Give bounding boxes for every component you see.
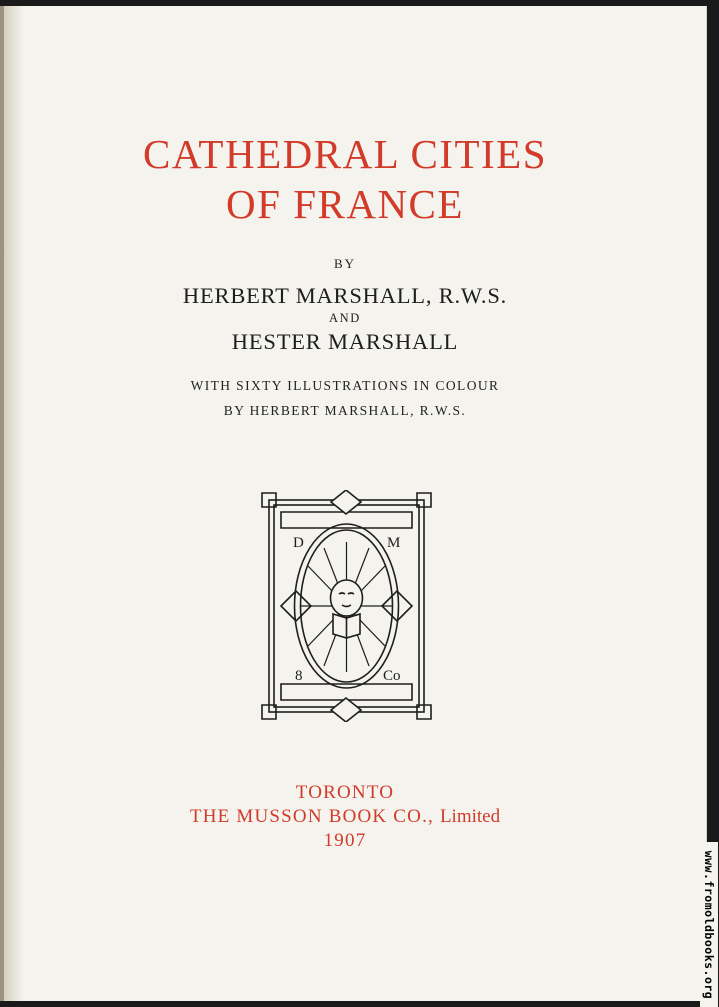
illustrations-line-2: BY HERBERT MARSHALL, R.W.S.	[223, 403, 467, 418]
illustrations-line-1: WITH SIXTY ILLUSTRATIONS IN COLOUR	[190, 378, 500, 393]
author-secondary: HESTER MARSHALL	[231, 329, 459, 354]
emblem-monogram-d: D	[293, 535, 304, 551]
byline: BY	[333, 256, 357, 271]
author-primary: HERBERT MARSHALL, R.W.S.	[182, 283, 508, 308]
title-line-1: CATHEDRAL CITIES	[143, 131, 547, 177]
title-line-2: OF FRANCE	[226, 181, 464, 227]
imprint-year: 1907	[323, 830, 367, 851]
publisher-emblem	[259, 490, 434, 722]
emblem-mark-co: Co	[383, 668, 401, 684]
imprint-publisher	[0, 806, 690, 828]
emblem-mark-8: 8	[295, 668, 303, 684]
title-page	[0, 6, 707, 1001]
site-watermark	[700, 842, 718, 1007]
watermark-text: www.fromoldbooks.org	[702, 850, 717, 999]
publisher-suffix: Limited	[439, 806, 501, 827]
emblem-monogram-m: M	[387, 535, 401, 551]
publisher-name: THE MUSSON BOOK CO.,	[189, 806, 434, 827]
conjunction: AND	[329, 311, 361, 325]
imprint-city: TORONTO	[295, 782, 395, 803]
